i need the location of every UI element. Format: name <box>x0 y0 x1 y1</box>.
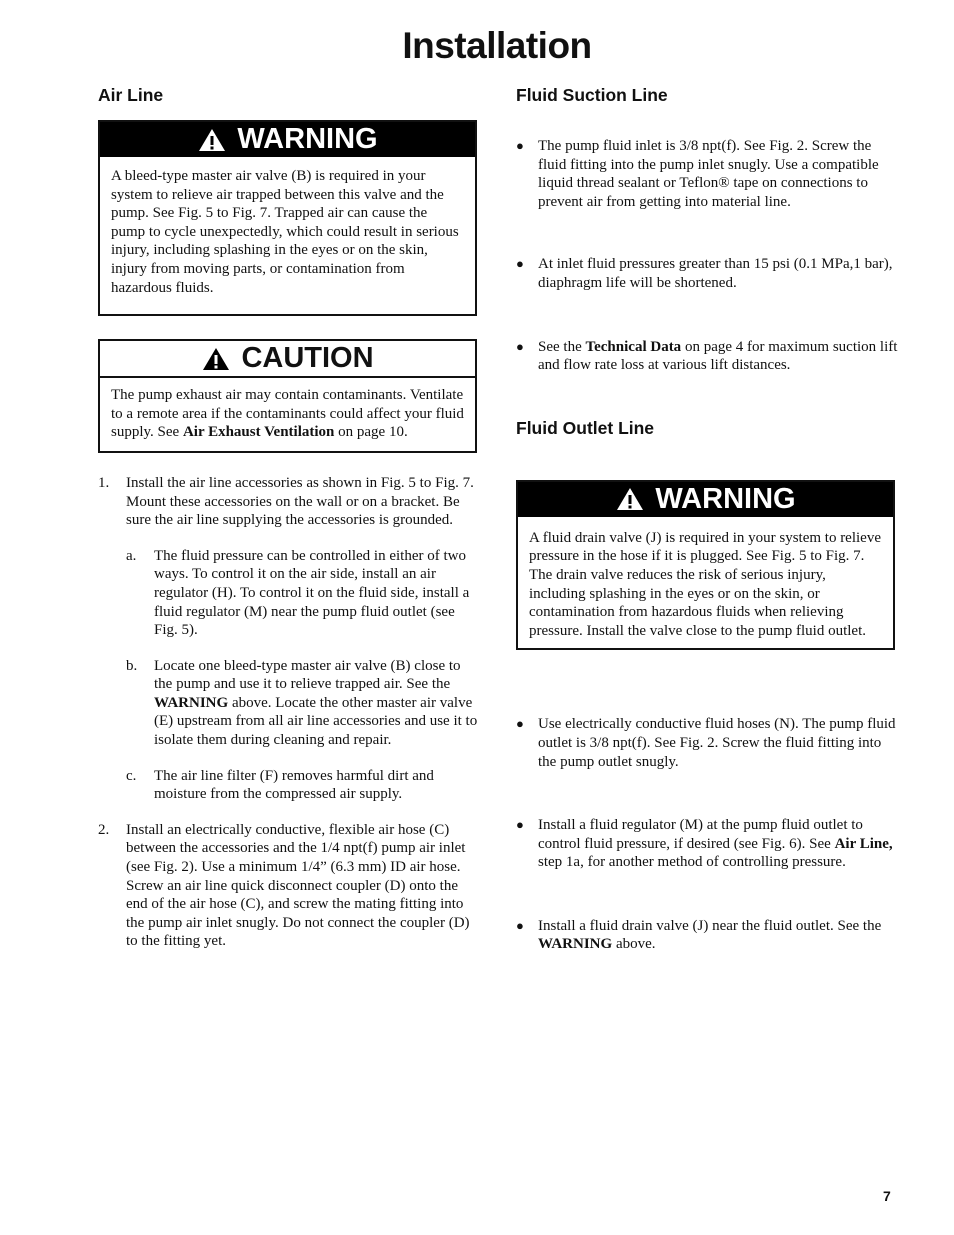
caution-text <box>100 378 475 451</box>
outlet-bullet-2 <box>516 816 898 872</box>
caution-triangle-icon <box>201 346 231 372</box>
step-1-text: Install the air line accessories as shown in Fig. 5 to Fig. 7. Mount these accessories on the wall or on a bracket. Be sure the air line supplying the accessories is grounded. <box>126 474 474 529</box>
suction-bullet-3-text <box>538 338 898 375</box>
substep-b-text <box>154 657 480 750</box>
bullet-dot: ● <box>516 256 524 272</box>
warning-label: WARNING <box>655 482 796 515</box>
warning-triangle-icon <box>615 486 645 512</box>
outlet-bullet-2-bold: Air Line, <box>834 835 893 852</box>
bullet-dot: ● <box>516 716 524 732</box>
suction-bullet-3 <box>516 338 898 375</box>
bullet-dot: ● <box>516 338 524 354</box>
outlet-bullet-2-after: step 1a, for another method of controlling pressure. <box>538 854 846 871</box>
outlet-bullet-3-bold: WARNING <box>538 936 613 953</box>
caution-text-before: The pump exhaust air may contain contaminants. Ventilate to a remote area if the contaminants could affect your fluid supply. See <box>111 387 464 441</box>
outlet-bullet-3-after: above. <box>612 936 656 953</box>
page-title: Installation <box>402 25 592 66</box>
outlet-bullet-1-text: Use electrically conductive fluid hoses (N). The pump fluid outlet is 3/8 npt(f). See Fig. 2. Screw the fluid fitting into the pump outlet snugly. <box>538 716 896 770</box>
outlet-bullet-3-before: Install a fluid drain valve (J) near the fluid outlet. See the <box>538 917 882 934</box>
warning-header <box>100 122 475 157</box>
warning-text: A bleed-type master air valve (B) is required in your system to relieve air trapped between this valve and the pump. See Fig. 5 to Fig. 7. Trapped air can cause the pump to cycle unexpectedly, which could result in serious injury, including splashing in the eyes or on the skin, injury from moving parts, or contamination from hazardous fluids. <box>111 168 459 296</box>
caution-text-bold: Air Exhaust Ventilation <box>182 424 335 441</box>
step-2-text: Install an electrically conductive, flexible air hose (C) between the accessories and the 1/4 npt(f) pump air inlet (see Fig. 2). Use a minimum 1/4” (6.3 mm) ID air hose. Screw an air line quick disconnect coupler (D) onto the end of the air hose (C), and screw the mating fitting into the pump air inlet snugly. Do not connect the coupler (D) to the fitting yet. <box>126 821 470 950</box>
suction-bullet-3-before: See the <box>538 338 586 355</box>
warning-header <box>518 482 893 517</box>
substep-a-text: The fluid pressure can be controlled in either of two ways. To control it on the air side, install an air regulator (H). To control it on the fluid side, install a fluid regulator (M) near the pump fluid outlet (see Fig. 5). <box>154 547 470 639</box>
substep-a <box>126 547 480 640</box>
left-column <box>98 84 480 951</box>
fluid-suction-heading: Fluid Suction Line <box>516 85 668 105</box>
right-column <box>516 84 898 954</box>
bullet-dot: ● <box>516 817 524 833</box>
suction-bullet-2-text: At inlet fluid pressures greater than 15 psi (0.1 MPa,1 bar), diaphragm life will be shortened. <box>538 256 893 291</box>
suction-bullet-1-text: The pump fluid inlet is 3/8 npt(f). See Fig. 2. Screw the fluid fitting into the pump inlet snugly. Use a compatible liquid thread sealant or Teflon® tape on connections to prevent air from getting into material line. <box>538 138 879 210</box>
substep-b-text-bold: WARNING <box>154 694 229 711</box>
substep-c-letter: c. <box>126 767 137 784</box>
air-line-warning-box <box>98 120 477 316</box>
substep-b-letter: b. <box>126 657 138 674</box>
step-2 <box>98 821 480 951</box>
suction-bullet-2 <box>516 255 898 292</box>
step-2-number: 2. <box>98 821 110 838</box>
step-1 <box>98 474 480 530</box>
warning-text: A fluid drain valve (J) is required in your system to relieve pressure in the hose if it is plugged. See Fig. 5 to Fig. 7. The drain valve reduces the risk of serious injury, including splashing in the eyes or on the skin, or contamination from hazardous fluids when relieving pressure. Install the valve close to the pump fluid outlet. <box>529 529 881 639</box>
step-1-number: 1. <box>98 474 110 491</box>
exhaust-caution-box <box>98 339 477 453</box>
substep-c <box>126 767 480 804</box>
bullet-dot: ● <box>516 917 524 933</box>
air-line-heading: Air Line <box>98 85 164 105</box>
caution-header <box>100 341 475 378</box>
substep-c-text: The air line filter (F) removes harmful dirt and moisture from the compressed air supply. <box>154 767 434 803</box>
suction-bullet-3-bold: Technical Data <box>585 338 682 355</box>
warning-triangle-icon <box>197 127 227 153</box>
bullet-dot: ● <box>516 138 524 153</box>
warning-label: WARNING <box>237 123 378 156</box>
outlet-bullet-2-text <box>538 816 898 872</box>
outlet-bullet-1 <box>516 715 898 771</box>
outlet-bullet-2-before: Install a fluid regulator (M) at the pump fluid outlet to control fluid pressure, if desired (see Fig. 6). See <box>538 817 863 852</box>
caution-text-after: on page 10. <box>334 424 408 441</box>
substep-b-text-before: Locate one bleed-type master air valve (B) close to the pump and use it to relieve trapped air. See the <box>154 657 461 693</box>
suction-bullet-1 <box>516 137 898 211</box>
substep-a-letter: a. <box>126 547 137 564</box>
substep-b <box>126 657 480 750</box>
substep-b-text-after: above. Locate the other master air valve (E) upstream from all air line accessories and use it to isolate them during cleaning and repair. <box>154 694 478 749</box>
suction-bullet-3-after: on page 4 for maximum suction lift and flow rate loss at various lift distances. <box>538 338 898 374</box>
outlet-bullet-3 <box>516 917 898 954</box>
caution-label: CAUTION <box>241 342 374 375</box>
fluid-outlet-heading: Fluid Outlet Line <box>516 417 655 438</box>
fluid-outlet-warning-box <box>516 480 895 651</box>
outlet-bullet-3-text <box>538 917 898 954</box>
page-number: 7 <box>883 1188 891 1204</box>
